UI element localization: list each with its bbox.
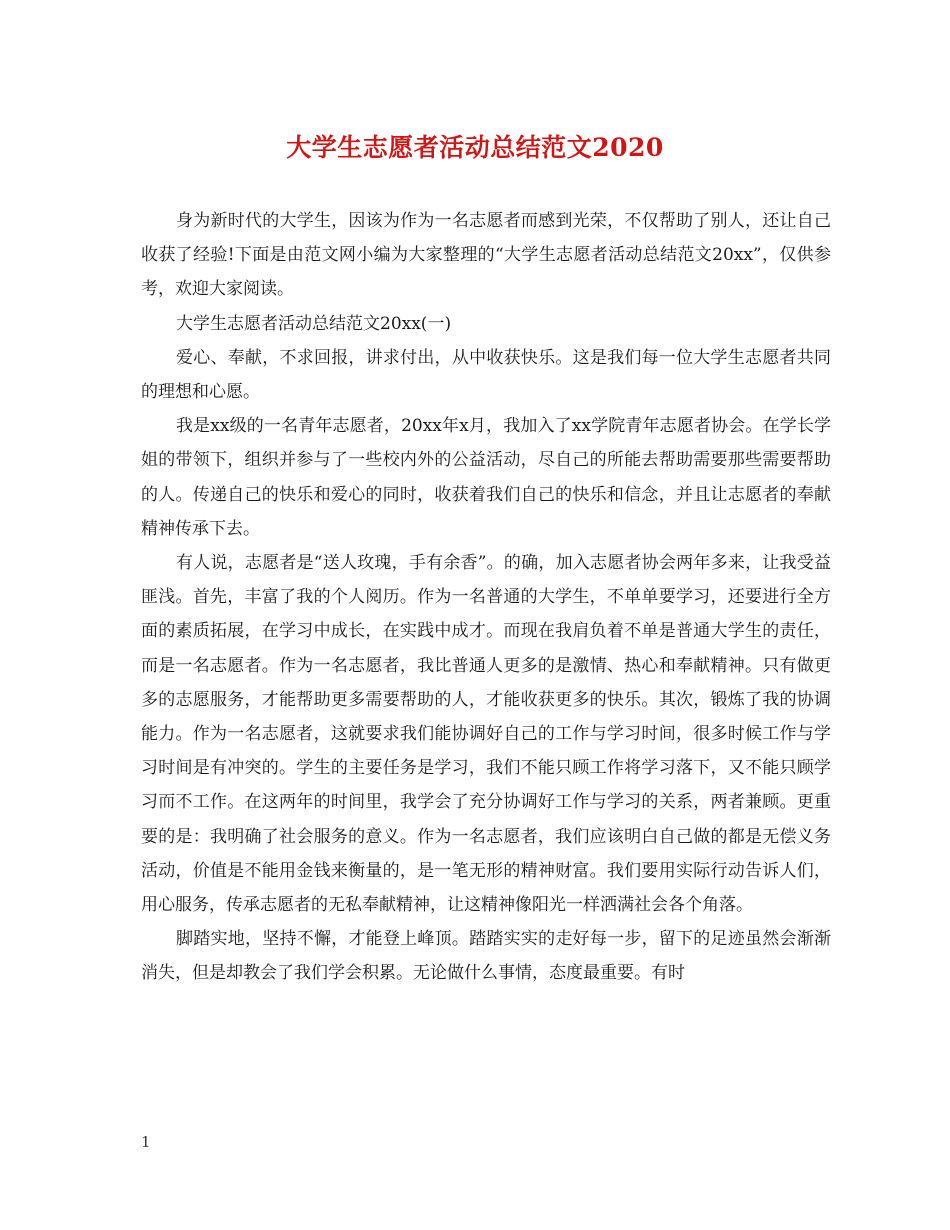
section-heading: 大学生志愿者活动总结范文20xx(一) (176, 313, 452, 334)
document-body (141, 204, 831, 991)
document-title: 大学生志愿者活动总结范文2020 (286, 133, 664, 162)
paragraph: 爱心、奉献，不求回报，讲求付出，从中收获快乐。这是我们每一位大学生志愿者共同的理想和心愿。 (141, 347, 831, 403)
page-number: 1 (141, 1133, 151, 1151)
paragraph: 脚踏实地，坚持不懈，才能登上峰顶。踏踏实实的走好每一步，留下的足迹虽然会渐渐消失，但是却教会了我们学会积累。无论做什么事情，态度最重要。有时 (141, 929, 831, 984)
paragraph: 有人说，志愿者是“送人玫瑰，手有余香”。的确，加入志愿者协会两年多来，让我受益匪浅。首先，丰富了我的个人阅历。作为一名普通的大学生，不单单要学习，还要进行全方面的素质拓展，在学习中成长，在实践中成才。而现在我肩负着不单是普通大学生的责任，而是一名志愿者。作为一名志愿者，我比普通人更多的是激情、热心和奉献精神。只有做更多的志愿服务，才能帮助更多需要帮助的人，才能收获更多的快乐。其次，锻炼了我的协调能力。作为一名志愿者，这就要求我们能协调好自己的工作与学习时间，很多时候工作与学习时间是有冲突的。学生的主要任务是学习，我们不能只顾工作将学习落下，又不能只顾学习而不工作。在这两年的时间里，我学会了充分协调好工作与学习的关系，两者兼顾。更重要的是：我明确了社会服务的意义。作为一名志愿者，我们应该明白自己做的都是无偿义务活动，价值是不能用金钱来衡量的，是一笔无形的精神财富。我们要用实际行动告诉人们，用心服务，传承志愿者的无私奉献精神，让这精神像阳光一样洒满社会各个角落。 (141, 553, 831, 916)
paragraph-intro: 身为新时代的大学生，因该为作为一名志愿者而感到光荣，不仅帮助了别人，还让自己收获了经验!下面是由范文网小编为大家整理的“大学生志愿者活动总结范文20xx”，仅供参考，欢迎大家阅读。 (141, 211, 831, 300)
paragraph: 我是xx级的一名青年志愿者，20xx年x月，我加入了xx学院青年志愿者协会。在学长学姐的带领下，组织并参与了一些校内外的公益活动，尽自己的所能去帮助需要那些需要帮助的人。传递自己的快乐和爱心的同时，收获着我们自己的快乐和信念，并且让志愿者的奉献精神传承下去。 (141, 416, 831, 539)
